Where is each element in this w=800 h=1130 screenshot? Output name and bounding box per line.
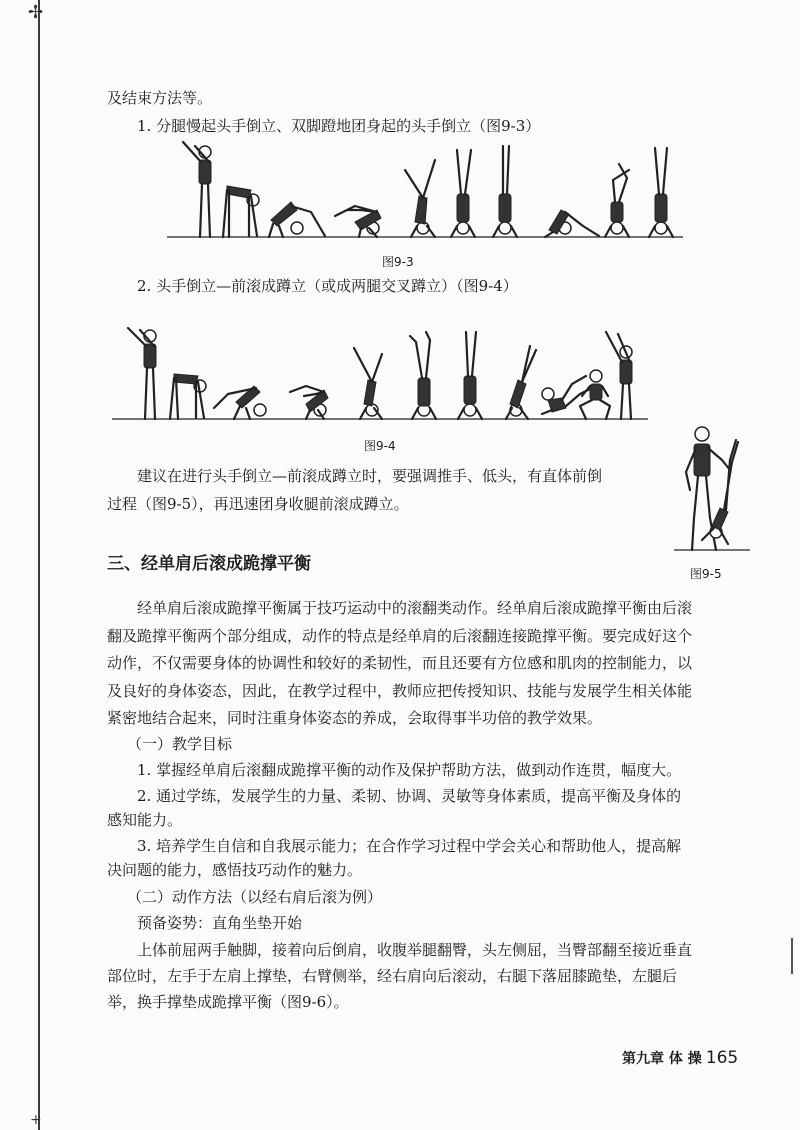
sub2-title: （二）动作方法（以经右肩后滚为例） [127,888,383,906]
goal-2-line-2: 感知能力。 [107,811,183,829]
goal-3-line-2: 决问题的能力，感悟技巧动作的魅力。 [107,861,363,879]
fig94-pose-3 [214,386,266,419]
fig94-caption: 图9-4 [364,439,396,453]
page-footer [622,1048,738,1068]
fig95-helper [686,427,730,550]
figure-9-4 [110,322,650,422]
fig93-pose-6 [451,150,475,237]
fig95-caption: 图9-5 [690,567,722,581]
page-number: 165 [705,1048,739,1068]
fig94-pose-2 [170,374,206,419]
sub1-title: （一）教学目标 [127,735,233,753]
fig94-pose-5 [354,348,382,419]
fig94-pose-7 [458,332,482,419]
section-heading: 三、经单肩后滚成跪撑平衡 [107,554,311,574]
intro-line-2: 翻及跪撑平衡两个部分组成，动作的特点是经单肩的后滚翻连接跪撑平衡。要完成好这个 [107,627,693,645]
fig94-pose-1 [128,328,156,419]
footer-chapter: 第九章 体 操 [622,1051,702,1067]
fig93-pose-7 [493,146,517,237]
method-line-2: 部位时，左手于左肩上撑垫，右臂侧举，经右肩向后滚动，右腿下落屈膝跪垫，左腿后 [107,967,678,985]
fig94-pose-6 [410,332,436,419]
method-line-3: 举，换手撑垫成跪撑平衡（图9-6）。 [107,993,349,1011]
fig93-pose-1 [183,142,211,237]
figure-9-3 [165,140,685,240]
fig93-pose-10 [649,148,673,237]
method-line-1: 上体前屈两手触脚，接着向后倒肩，收腹举腿翻臀，头左侧屈，当臀部翻至接近垂直 [137,941,693,959]
fig93-caption: 图9-3 [382,255,414,269]
intro-line-3: 动作，不仅需要身体的协调性和较好的柔韧性，而且还要有方位感和肌肉的控制能力，以 [107,654,693,672]
item-2: 2. 头手倒立—前滚成蹲立（或成两腿交叉蹲立）（图9-4） [137,277,518,295]
figure-9-5 [672,420,752,555]
fig93-pose-9 [605,164,629,237]
fig94-pose-4 [290,386,328,419]
intro-line-1: 经单肩后滚成跪撑平衡属于技巧运动中的滚翻类动作。经单肩后滚成跪撑平衡由后滚 [137,599,693,617]
binding-mark-top: ✢ [28,2,44,23]
para1-line-1: 建议在进行头手倒立—前滚成蹲立时，要强调推手、低头，有直体前倒 [137,467,603,485]
goal-3-line-1: 3. 培养学生自信和自我展示能力；在合作学习过程中学会关心和帮助他人，提高解 [137,837,682,855]
para1-line-2: 过程（图9-5），再迅速团身收腿前滚成蹲立。 [107,495,409,513]
intro-line-5: 紧密地结合起来，同时注重身体姿态的养成，会取得事半功倍的教学效果。 [107,709,603,727]
ready-position: 预备姿势：直角坐垫开始 [137,914,303,932]
binding-mark-bottom: + [30,1112,42,1128]
fig93-pose-2 [223,186,259,237]
binding-line [38,0,40,1130]
top-line: 及结束方法等。 [107,89,213,107]
fig93-pose-5 [405,160,435,237]
fig93-pose-3 [269,202,325,237]
item-1: 1. 分腿慢起头手倒立、双脚蹬地团身起的头手倒立（图9-3） [137,117,541,135]
goal-1: 1. 掌握经单肩后滚翻成跪撑平衡的动作及保护帮助方法，做到动作连贯，幅度大。 [137,761,682,779]
goal-2-line-1: 2. 通过学练，发展学生的力量、柔韧、协调、灵敏等身体素质，提高平衡及身体的 [137,787,682,805]
fig93-pose-4 [335,206,381,237]
fig93-pose-8 [545,210,599,237]
margin-mark [791,938,793,974]
fig94-pose-9 [542,376,592,414]
fig94-pose-8 [506,346,536,419]
intro-line-4: 及良好的身体姿态，因此，在教学过程中，教师应把传授知识、技能与发展学生相关体能 [107,682,693,700]
